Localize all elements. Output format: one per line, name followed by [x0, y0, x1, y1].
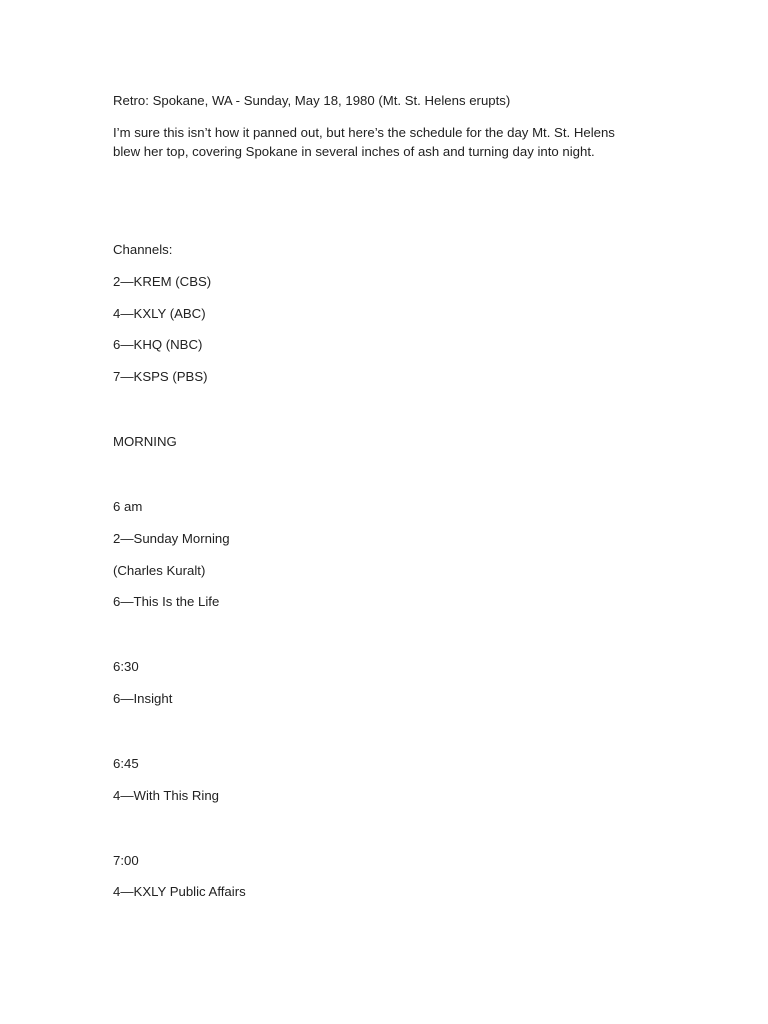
time-slot-heading: 6 am — [113, 499, 143, 514]
channel-item: 4—KXLY (ABC) — [113, 306, 206, 321]
program-item: (Charles Kuralt) — [113, 563, 206, 578]
program-item: 2—Sunday Morning — [113, 531, 230, 546]
intro-paragraph-line-1: I’m sure this isn’t how it panned out, but here’s the schedule for the day Mt. St. Helens — [113, 125, 615, 140]
time-slot-heading: 6:45 — [113, 756, 139, 771]
time-slot-heading: 7:00 — [113, 853, 139, 868]
program-item: 6—This Is the Life — [113, 594, 220, 609]
channel-item: 7—KSPS (PBS) — [113, 369, 208, 384]
channels-heading: Channels: — [113, 242, 173, 257]
time-slot-heading: 6:30 — [113, 659, 139, 674]
channel-item: 2—KREM (CBS) — [113, 274, 212, 289]
channel-item: 6—KHQ (NBC) — [113, 337, 203, 352]
program-item: 4—With This Ring — [113, 788, 220, 803]
document-title: Retro: Spokane, WA - Sunday, May 18, 1980 (Mt. St. Helens erupts) — [113, 93, 511, 108]
section-heading-morning: MORNING — [113, 434, 177, 449]
program-item: 6—Insight — [113, 691, 173, 706]
program-item: 4—KXLY Public Affairs — [113, 884, 246, 899]
intro-paragraph-line-2: blew her top, covering Spokane in several inches of ash and turning day into night. — [113, 144, 595, 159]
